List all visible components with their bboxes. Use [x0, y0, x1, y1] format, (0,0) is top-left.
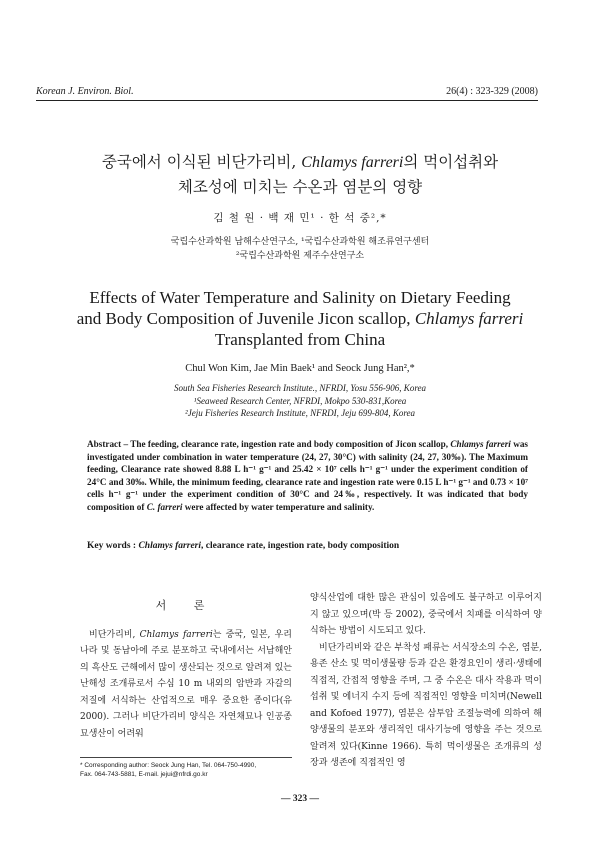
intro-paragraph-continued: 양식산업에 대한 많은 관심이 있음에도 불구하고 이루어지지 않고 있으며(박 등 2002), 중국에서 치패를 이식하여 양식하는 방법이 시도되고 있다. [310, 593, 542, 636]
korean-authors: 김 철 원 · 백 재 민¹ · 한 석 중²,* [213, 212, 387, 224]
english-affil-line3: ²Jeju Fisheries Research Institute, NFRDI, Jeju 699-804, Korea [185, 408, 415, 418]
korean-title [40, 150, 560, 199]
section-title-introduction: 서 론 [155, 599, 217, 612]
keywords-label: Key words : [87, 541, 139, 551]
journal-name: Korean J. Environ. Biol. [36, 86, 134, 97]
citation: 26(4) : 323-329 (2008) [446, 86, 538, 97]
keywords-rest: , clearance rate, ingestion rate, body composition [201, 541, 400, 551]
english-affiliations [40, 382, 560, 420]
korean-title-line1 [40, 150, 560, 175]
corresponding-author-footnote [80, 757, 292, 779]
abstract [87, 438, 528, 514]
english-title [40, 287, 560, 350]
intro-text-b: 는 중국, 일본, 우리나라 및 동남아에 주로 분포하고 국내에서는 서남해안의 흑산도 근해에서 많이 생산되는 것으로 알려져 있는 난해성 조개류로서 수심 10 m 내외의 암반과 자갈의 저질에 서식하는 산업적으로 매우 중요한 종이다(유 2000). 그러나 비단가리비 양식은 자연채묘나 인공종묘생산이 어려워 [80, 629, 292, 739]
intro-paragraph-1 [80, 627, 292, 743]
english-title-line3: Transplanted from China [214, 330, 386, 349]
keywords [87, 541, 528, 551]
abstract-species-short: C. farreri [146, 501, 183, 512]
korean-affil-line2: ²국립수산과학원 제주수산연구소 [235, 251, 365, 261]
english-authors: Chul Won Kim, Jae Min Baek¹ and Seock Jung Han²,* [185, 363, 415, 374]
english-affil-line2: ¹Seaweed Research Center, NFRDI, Mokpo 530-831,Korea [193, 395, 407, 406]
english-title-line1: Effects of Water Temperature and Salinity on Dietary Feeding [89, 288, 511, 307]
intro-species: Chlamys farreri [139, 629, 213, 640]
intro-paragraph-2: 비단가리비와 같은 부착성 패류는 서식장소의 수온, 염분, 용존 산소 및 먹이생물량 등과 같은 환경요인이 생리·생태에 직접적, 간접적 영향을 주며, 그 중 수온은 대사 작용과 먹이 섭취 및 에너지 수지 등에 직접적인 영향을 미치며(Newell and Kofoed 1977), 염분은 삼투압 조절능력에 의하여 해양생물의 분포와 생리적인 대사기능에 영향을 주는 것으로 알려져 있다(Kinne 1966). 특히 먹이생물은 조개류의 성장과 생존에 직접적인 영 [310, 642, 542, 768]
keywords-species: Chlamys farreri [138, 541, 202, 551]
body-column-right [310, 590, 542, 772]
korean-title-species: Chlamys farreri [301, 154, 404, 171]
intro-text-a: 비단가리비, [89, 629, 140, 640]
abstract-species: Chlamys farreri [450, 439, 511, 449]
korean-affiliations [40, 235, 560, 263]
korean-affil-line1: 국립수산과학원 남해수산연구소, ¹국립수산과학원 해조류연구센터 [170, 237, 430, 247]
english-title-pre: and Body Composition of Juvenile Jicon scallop, [76, 309, 415, 328]
english-affil-line1: South Sea Fisheries Research Institute., NFRDI, Yosu 556-906, Korea [174, 383, 426, 393]
korean-title-line2: 체조성에 미치는 수온과 염분의 영향 [177, 178, 423, 196]
abstract-label: Abstract [87, 439, 122, 449]
abstract-text-b: was investigated under combination in water temperature (24, 27, 30°C) with salinity (24, 27, 30‰). The Maximum feeding, Clearance rate showed 8.88 L h⁻¹ g⁻¹ and 25.42 × 10⁷ cells h⁻¹ g⁻¹ under the experiment condition of 24°C and 30‰. While, the minimum feeding, clearance rate and ingestion rate were 0.15 L h⁻¹ g⁻¹ and 0.73 × 10⁷ cells h⁻¹ g⁻¹ under the experiment condition of 30°C and 24‰, respectively. It was indicated that body composition of [87, 439, 529, 512]
korean-title-post: 의 먹이섭취와 [403, 153, 499, 171]
page-number: — 323 — [281, 794, 319, 804]
body-column-left [80, 598, 292, 742]
korean-title-pre: 중국에서 이식된 비단가리비, [101, 153, 302, 171]
english-title-line2 [40, 308, 560, 329]
footnote-line1: * Corresponding author: Seock Jung Han, Tel. 064-750-4990, [80, 762, 257, 769]
english-title-species: Chlamys farreri [414, 309, 524, 328]
footnote-line2: Fax. 064-743-5881, E-mail. jejui@nfrdi.go.kr [80, 771, 208, 778]
running-head [36, 86, 538, 101]
abstract-text-c: were affected by water temperature and salinity. [182, 501, 375, 512]
abstract-text-a: – The feeding, clearance rate, ingestion rate and body composition of Jicon scallop, [121, 439, 451, 449]
